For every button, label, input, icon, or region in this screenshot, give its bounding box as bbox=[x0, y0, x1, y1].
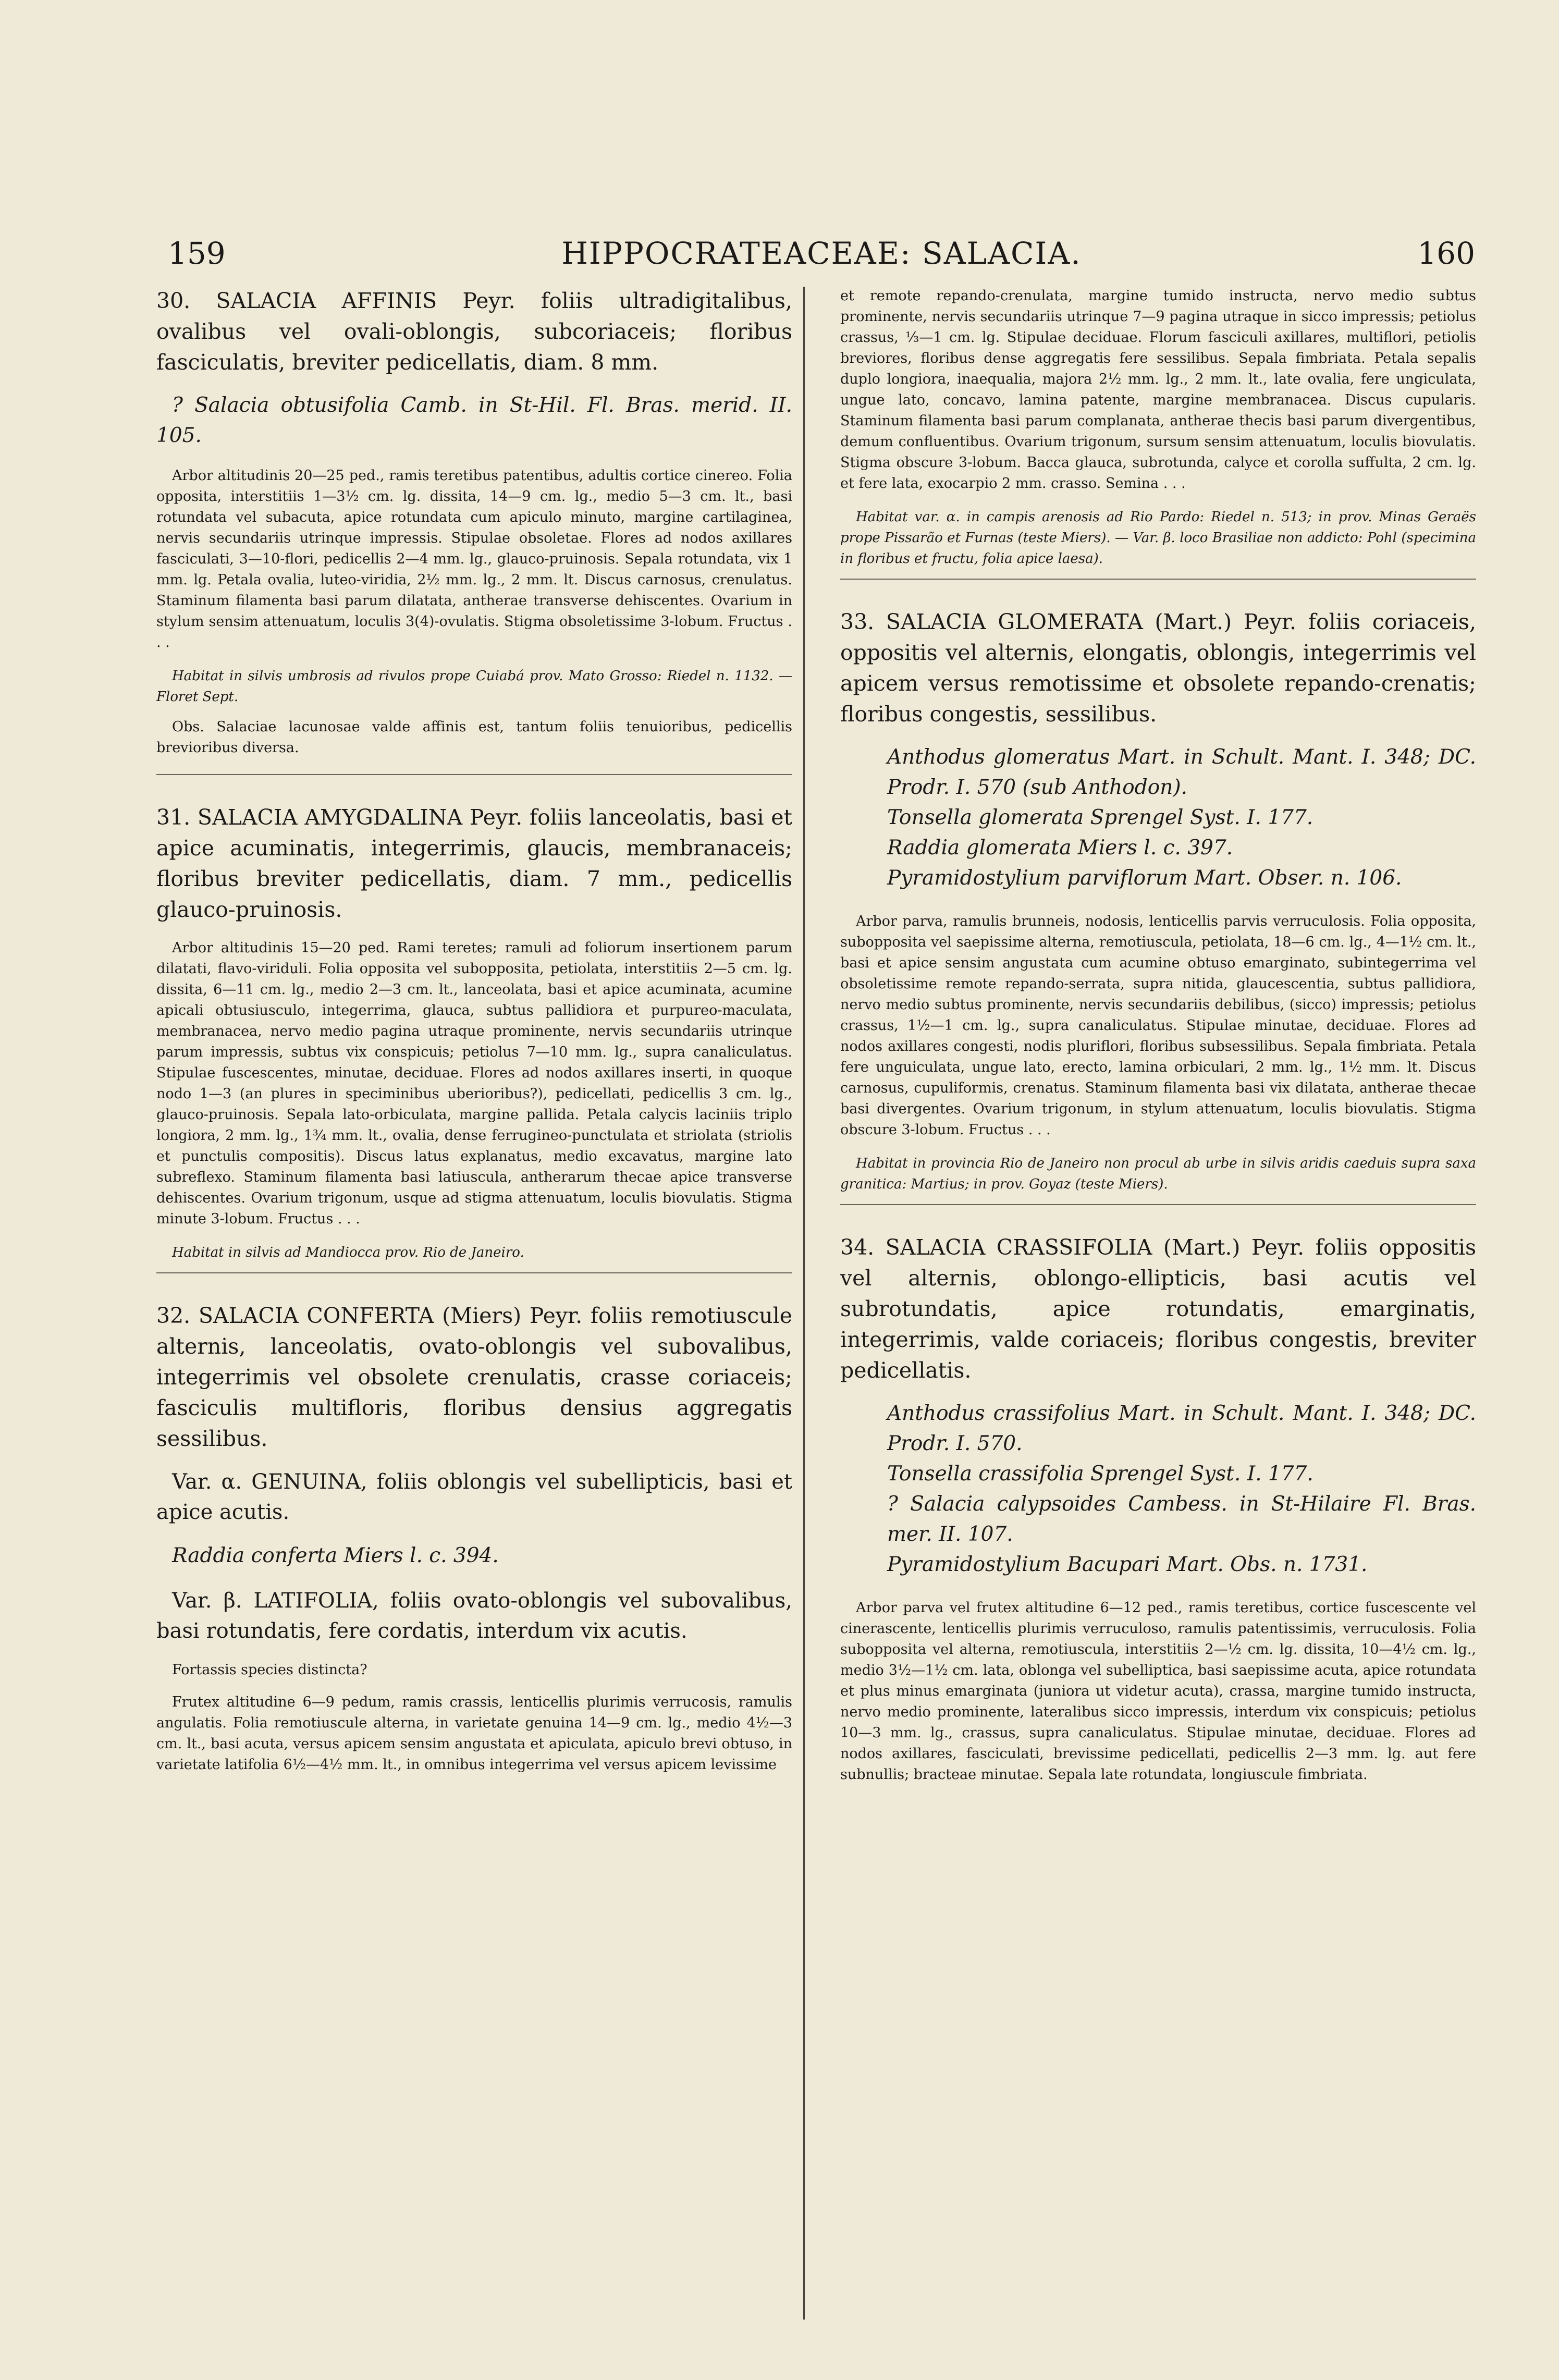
species-30-observation: Obs. Salaciae lacunosae valde affinis est, tantum foliis tenuioribus, pedicellis brevioribus diversa. bbox=[156, 719, 792, 756]
species-31-description: Arbor altitudinis 15—20 ped. Rami teretes; ramuli ad foliorum insertionem parum dilatati, flavo-viriduli. Folia opposita vel subopposita, petiolata, interstitiis 2—5 cm. lg. dissita, 6—11 cm. lg., medio 2—3 cm. lt., lanceolata, basi et apice acuminata, acumine apicali obtusiusculo, integerrima, glauca, subtus pallidiora et purpureo-maculata, membranacea, nervo medio pagina utraque prominente, nervis secundariis utrinque parum impressis, subtus vix conspicuis; petiolus 7—10 mm. lg., supra canaliculatus. Stipulae fuscescentes, minutae, deciduae. Flores ad nodos axillares inserti, in quoque nodo 1—3 (an plures in speciminibus uberioribus?), pedicellati, pedicellis 3 cm. lg., glauco-pruinosis. Sepala lato-orbiculata, margine pallida. Petala calycis laciniis triplo longiora, 2 mm. lg., 1¾ mm. lt., ovalia, dense ferrugineo-punctulata et striolata (striolis et punctulis compositis). Discus latus explanatus, medio excavatus, margine lato subreflexo. Staminum filamenta basi latiuscula, antherarum thecae apice transverse dehiscentes. Ovarium trigonum, usque ad stigma attenuatum, loculis biovulatis. Stigma minute 3-lobum. Fructus . . . bbox=[156, 940, 792, 1227]
column-divider bbox=[803, 287, 805, 2320]
right-page-number: 160 bbox=[1417, 236, 1475, 271]
species-32-habitat: Habitat var. α. in campis arenosis ad Rio Pardo: Riedel n. 513; in prov. Minas Geraës prope Pissarão et Furnas (teste Miers). — Var. β. loco Brasiliae non addicto: Pohl (specimina in floribus et fructu, folia apice laesa). bbox=[840, 509, 1476, 567]
synonym-line: Anthodus glomeratus Mart. in Schult. Mant. I. 348; DC. Prodr. I. 570 (sub Anthodon). bbox=[887, 745, 1476, 799]
section-divider bbox=[156, 1272, 792, 1273]
running-header bbox=[168, 236, 1475, 277]
species-32-note: Fortassis species distincta? bbox=[172, 1662, 367, 1678]
species-32-variety-beta: Var. β. LATIFOLIA, foliis ovato-oblongis vel subovalibus, basi rotundatis, fere cordatis, interdum vix acutis. bbox=[156, 1589, 792, 1643]
species-30-description: Arbor altitudinis 20—25 ped., ramis teretibus patentibus, adultis cortice cinereo. Folia opposita, interstitiis 1—3½ cm. lg. dissita, 14—9 cm. lg., medio 5—3 cm. lt., basi rotundata vel subacuta, apice rotundata cum apiculo minuto, margine cartilaginea, nervis secundariis utrinque impressis. Stipulae obsoletae. Flores ad nodos axillares fasciculati, 3—10-flori, pedicellis 2—4 mm. lg., glauco-pruinosis. Sepala rotundata, vix 1 mm. lg. Petala ovalia, luteo-viridia, 2½ mm. lg., 2 mm. lt. Discus carnosus, crenulatus. Staminum filamenta basi parum dilatata, antherae transverse dehiscentes. Ovarium in stylum sensim attenuatum, loculis 3(4)-ovulatis. Stigma obsoletissime 3-lobum. Fructus . . . bbox=[156, 468, 792, 651]
synonym-line: Pyramidostylium Bacupari Mart. Obs. n. 1731. bbox=[887, 1553, 1368, 1576]
species-30-habitat: Habitat in silvis umbrosis ad rivulos prope Cuiabá prov. Mato Grosso: Riedel n. 1132. — Floret Sept. bbox=[156, 668, 792, 705]
species-32-description: Frutex altitudine 6—9 pedum, ramis crassis, lenticellis plurimis verrucosis, ramulis angulatis. Folia remotiuscule alterna, in varietate genuina 14—9 cm. lg., medio 4½—3 cm. lt., basi acuta, versus apicem sensim angustata et apiculata, apiculo brevi obtuso, in varietate latifolia 6½—4½ mm. lt., in omnibus integerrima vel versus apicem levissime bbox=[156, 1694, 792, 1773]
species-31-diagnosis: 31. SALACIA AMYGDALINA Peyr. foliis lanceolatis, basi et apice acuminatis, integerrimis, glaucis, membranaceis; floribus breviter pedicellatis, diam. 7 mm., pedicellis glauco-pruinosis. bbox=[156, 805, 792, 922]
synonym-line: Tonsella glomerata Sprengel Syst. I. 177. bbox=[887, 806, 1314, 829]
running-title: HIPPOCRATEACEAE: SALACIA. bbox=[561, 236, 1082, 271]
right-column bbox=[840, 286, 1476, 1798]
species-33-diagnosis: 33. SALACIA GLOMERATA (Mart.) Peyr. foliis coriaceis, oppositis vel alternis, elongatis, oblongis, integerrimis vel apicem versus remotissime et obsolete repando-crenatis; floribus congestis, sessilibus. bbox=[840, 609, 1476, 727]
left-page-number: 159 bbox=[168, 236, 226, 271]
species-32-description-continued: et remote repando-crenulata, margine tumido instructa, nervo medio subtus prominente, nervis secundariis utrinque 7—9 pagina utraque in sicco impressis; petiolus crassus, ⅓—1 cm. lg. Stipulae deciduae. Florum fasciculi axillares, multiflori, petiolis breviores, floribus dense aggregatis fere sessilibus. Sepala fimbriata. Petala sepalis duplo longiora, inaequalia, majora 2½ mm. lg., 2 mm. lt., late ovalia, fere ungiculata, ungue lato, concavo, lamina patente, margine membranacea. Discus cupularis. Staminum filamenta basi parum complanata, antherae thecis basi parum divergentibus, demum confluentibus. Ovarium trigonum, sursum sensim attenuatum, loculis biovulatis. Stigma obscure 3-lobum. Bacca glauca, subrotunda, calyce et corolla suffulta, 2 cm. lg. et fere lata, exocarpio 2 mm. crasso. Semina . . . bbox=[840, 288, 1476, 492]
section-divider bbox=[840, 1204, 1476, 1205]
synonym-line: Tonsella crassifolia Sprengel Syst. I. 177. bbox=[887, 1462, 1314, 1486]
species-34-synonyms bbox=[840, 1398, 1476, 1580]
species-34-description: Arbor parva vel frutex altitudine 6—12 ped., ramis teretibus, cortice fuscescente vel cinerascente, lenticellis plurimis verruculoso, ramulis patentissimis, verruculosis. Folia subopposita vel alterna, remotiuscula, interstitiis 2—½ cm. lg. dissita, 10—4½ cm. lg., medio 3½—1½ cm. lata, oblonga vel subelliptica, basi saepissime acuta, apice rotundata et plus minus emarginata (juniora ut videtur acuta), crassa, margine tumido instructa, nervo medio prominente, lateralibus sicco impressis, interdum vix conspicuis; petiolus 10—3 mm. lg., crassus, supra canaliculatus. Stipulae minutae, deciduae. Flores ad nodos axillares, fasciculati, brevissime pedicellati, pedicellis 2—3 mm. lg. aut fere subnullis; bracteae minutae. Sepala late rotundata, longiuscule fimbriata. bbox=[840, 1600, 1476, 1783]
synonym-line: Raddia glomerata Miers l. c. 397. bbox=[887, 836, 1233, 860]
species-30-diagnosis: 30. SALACIA AFFINIS Peyr. foliis ultradigitalibus, ovalibus vel ovali-oblongis, subcoriaceis; floribus fasciculatis, breviter pedicellatis, diam. 8 mm. bbox=[156, 288, 792, 375]
synonym-line: Anthodus crassifolius Mart. in Schult. Mant. I. 348; DC. Prodr. I. 570. bbox=[887, 1402, 1476, 1455]
species-32-variety-alpha-synonym: Raddia conferta Miers l. c. 394. bbox=[172, 1544, 499, 1567]
synonym-line: Pyramidostylium parviflorum Mart. Obser. n. 106. bbox=[887, 866, 1402, 890]
species-34-diagnosis: 34. SALACIA CRASSIFOLIA (Mart.) Peyr. foliis oppositis vel alternis, oblongo-ellipticis, basi acutis vel subrotundatis, apice rotundatis, emarginatis, integerrimis, valde coriaceis; floribus congestis, breviter pedicellatis. bbox=[840, 1235, 1476, 1383]
species-33-habitat: Habitat in provincia Rio de Janeiro non procul ab urbe in silvis aridis caeduis supra saxa granitica: Martius; in prov. Goyaz (teste Miers). bbox=[840, 1156, 1476, 1192]
species-30-synonym: ? Salacia obtusifolia Camb. in St-Hil. Fl. Bras. merid. II. 105. bbox=[156, 394, 792, 447]
species-33-description: Arbor parva, ramulis brunneis, nodosis, lenticellis parvis verruculosis. Folia opposita, subopposita vel saepissime alterna, remotiuscula, petiolata, 18—6 cm. lg., 4—1½ cm. lt., basi et apice sensim angustata cum acumine obtuso emarginato, subintegerrima vel obsoletissime remote repando-serrata, supra nitida, glaucescentia, subtus pallidiora, nervo medio subtus prominente, nervis secundariis debilibus, (sicco) impressis; petiolus crassus, 1½—1 cm. lg., supra canaliculatus. Stipulae minutae, deciduae. Flores ad nodos axillares congesti, nodis pluriflori, floribus subsessilibus. Sepala fimbriata. Petala fere unguiculata, ungue lato, erecto, lamina orbiculari, 2 mm. lg., 1½ mm. lt. Discus carnosus, cupuliformis, crenatus. Staminum filamenta basi vix dilatata, antherae thecae basi divergentes. Ovarium trigonum, in stylum attenuatum, loculis biovulatis. Stigma obscure 3-lobum. Fructus . . . bbox=[840, 913, 1476, 1138]
species-33-synonyms bbox=[840, 742, 1476, 893]
synonym-line: ? Salacia calypsoides Cambess. in St-Hilaire Fl. Bras. mer. II. 107. bbox=[887, 1492, 1476, 1546]
section-divider bbox=[156, 774, 792, 775]
left-column bbox=[156, 286, 792, 1788]
section-divider bbox=[840, 579, 1476, 580]
species-32-variety-alpha: Var. α. GENUINA, foliis oblongis vel subellipticis, basi et apice acutis. bbox=[156, 1470, 792, 1524]
species-31-habitat: Habitat in silvis ad Mandiocca prov. Rio de Janeiro. bbox=[172, 1245, 524, 1260]
species-32-diagnosis: 32. SALACIA CONFERTA (Miers) Peyr. foliis remotiuscule alternis, lanceolatis, ovato-oblongis vel subovalibus, integerrimis vel obsolete crenulatis, crasse coriaceis; fasciculis multifloris, floribus densius aggregatis sessilibus. bbox=[156, 1303, 792, 1451]
